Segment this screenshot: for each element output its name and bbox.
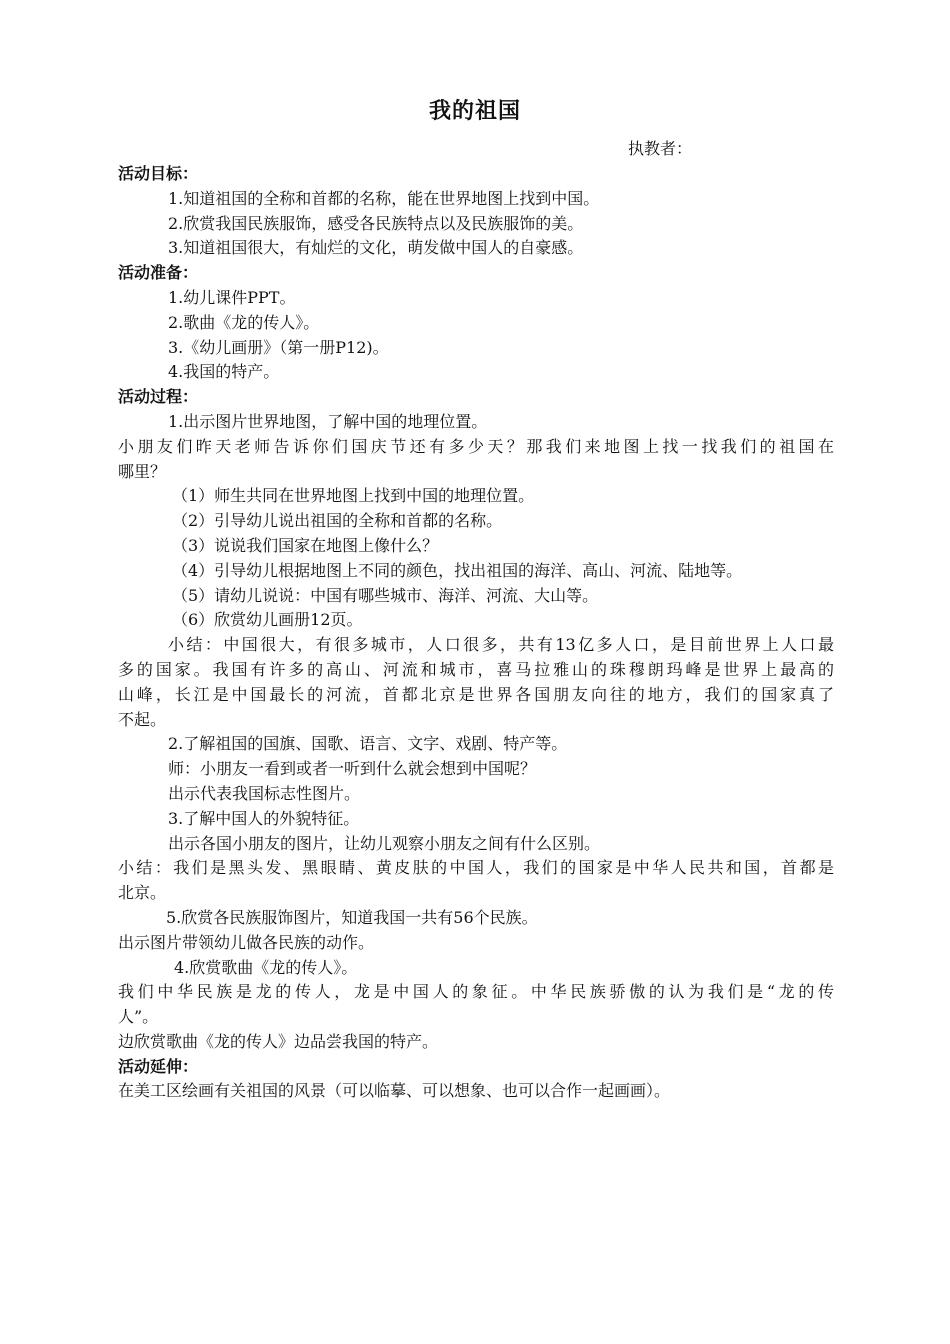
section-heading-prep: 活动准备： — [118, 263, 199, 283]
process-line: 人”。 — [118, 1007, 159, 1027]
page-title: 我的祖国 — [428, 99, 521, 124]
process-line: 哪里？ — [118, 461, 167, 481]
prep-item: 2.歌曲《龙的传人》。 — [168, 312, 320, 332]
prep-item: 3.《幼儿画册》（第一册P12)。 — [168, 337, 389, 357]
prep-item: 1.幼儿课件PPT。 — [168, 287, 296, 307]
document-body — [118, 162, 834, 1104]
process-step: （4）引导幼儿根据地图上不同的颜色，找出祖国的海洋、高山、河流、陆地等。 — [172, 560, 743, 580]
prep-item: 4.我国的特产。 — [168, 362, 280, 382]
summary-line: 不起。 — [118, 709, 167, 729]
process-line: 小朋友们昨天老师告诉你们国庆节还有多少天？那我们来地图上找一找我们的祖国在 — [118, 436, 834, 456]
process-line: 出示图片带领幼儿做各民族的动作。 — [118, 932, 375, 952]
process-line: 3.了解中国人的外貌特征。 — [168, 808, 360, 828]
goal-item: 2.欣赏我国民族服饰，感受各民族特点以及民族服饰的美。 — [168, 213, 584, 233]
summary-line: 小结：我们是黑头发、黑眼睛、黄皮肤的中国人，我们的国家是中华人民共和国，首都是 — [118, 858, 834, 878]
process-step: （2）引导幼儿说出祖国的全称和首都的名称。 — [172, 511, 503, 531]
process-line: 出示各国小朋友的图片，让幼儿观察小朋友之间有什么区别。 — [168, 833, 601, 853]
extension-item: 在美工区绘画有关祖国的风景（可以临摹、可以想象、也可以合作一起画画）。 — [118, 1081, 671, 1101]
summary-line: 小结：中国很大，有很多城市，人口很多，共有13亿多人口，是目前世界上人口最 — [168, 635, 834, 655]
section-heading-goals: 活动目标： — [118, 164, 199, 183]
process-line: 边欣赏歌曲《龙的传人》边品尝我国的特产。 — [118, 1031, 439, 1051]
process-step: （5）请幼儿说说：中国有哪些城市、海洋、河流、大山等。 — [172, 585, 599, 605]
process-line: 1.出示图片世界地图，了解中国的地理位置。 — [168, 411, 488, 431]
summary-line: 多的国家。我国有许多的高山、河流和城市，喜马拉雅山的珠穆朗玛峰是世界上最高的 — [118, 659, 834, 679]
section-heading-process: 活动过程： — [118, 387, 199, 407]
summary-line: 北京。 — [118, 883, 167, 903]
process-line: 我们中华民族是龙的传人，龙是中国人的象征。中华民族骄傲的认为我们是“龙的传 — [118, 982, 834, 1002]
goal-item: 3.知道祖国很大，有灿烂的文化，萌发做中国人的自豪感。 — [168, 238, 584, 258]
summary-line: 山峰，长江是中国最长的河流，首都北京是世界各国朋友向往的地方，我们的国家真了 — [118, 684, 834, 704]
process-line: 出示代表我国标志性图片。 — [168, 783, 361, 803]
section-heading-extension: 活动延伸： — [118, 1056, 199, 1076]
process-step: （3）说说我们国家在地图上像什么？ — [172, 535, 439, 555]
teacher-label: 执教者： — [628, 139, 693, 158]
process-step: （1）师生共同在世界地图上找到中国的地理位置。 — [172, 486, 535, 506]
process-line: 2.了解祖国的国旗、国歌、语言、文字、戏剧、特产等。 — [168, 734, 568, 754]
process-line: 5.欣赏各民族服饰图片，知道我国一共有56个民族。 — [166, 907, 538, 927]
goal-item: 1.知道祖国的全称和首都的名称，能在世界地图上找到中国。 — [168, 188, 600, 208]
process-line: 师：小朋友一看到或者一听到什么就会想到中国呢？ — [168, 759, 537, 779]
process-line: 4.欣赏歌曲《龙的传人》。 — [174, 957, 358, 977]
process-step: （6）欣赏幼儿画册12页。 — [172, 610, 363, 630]
